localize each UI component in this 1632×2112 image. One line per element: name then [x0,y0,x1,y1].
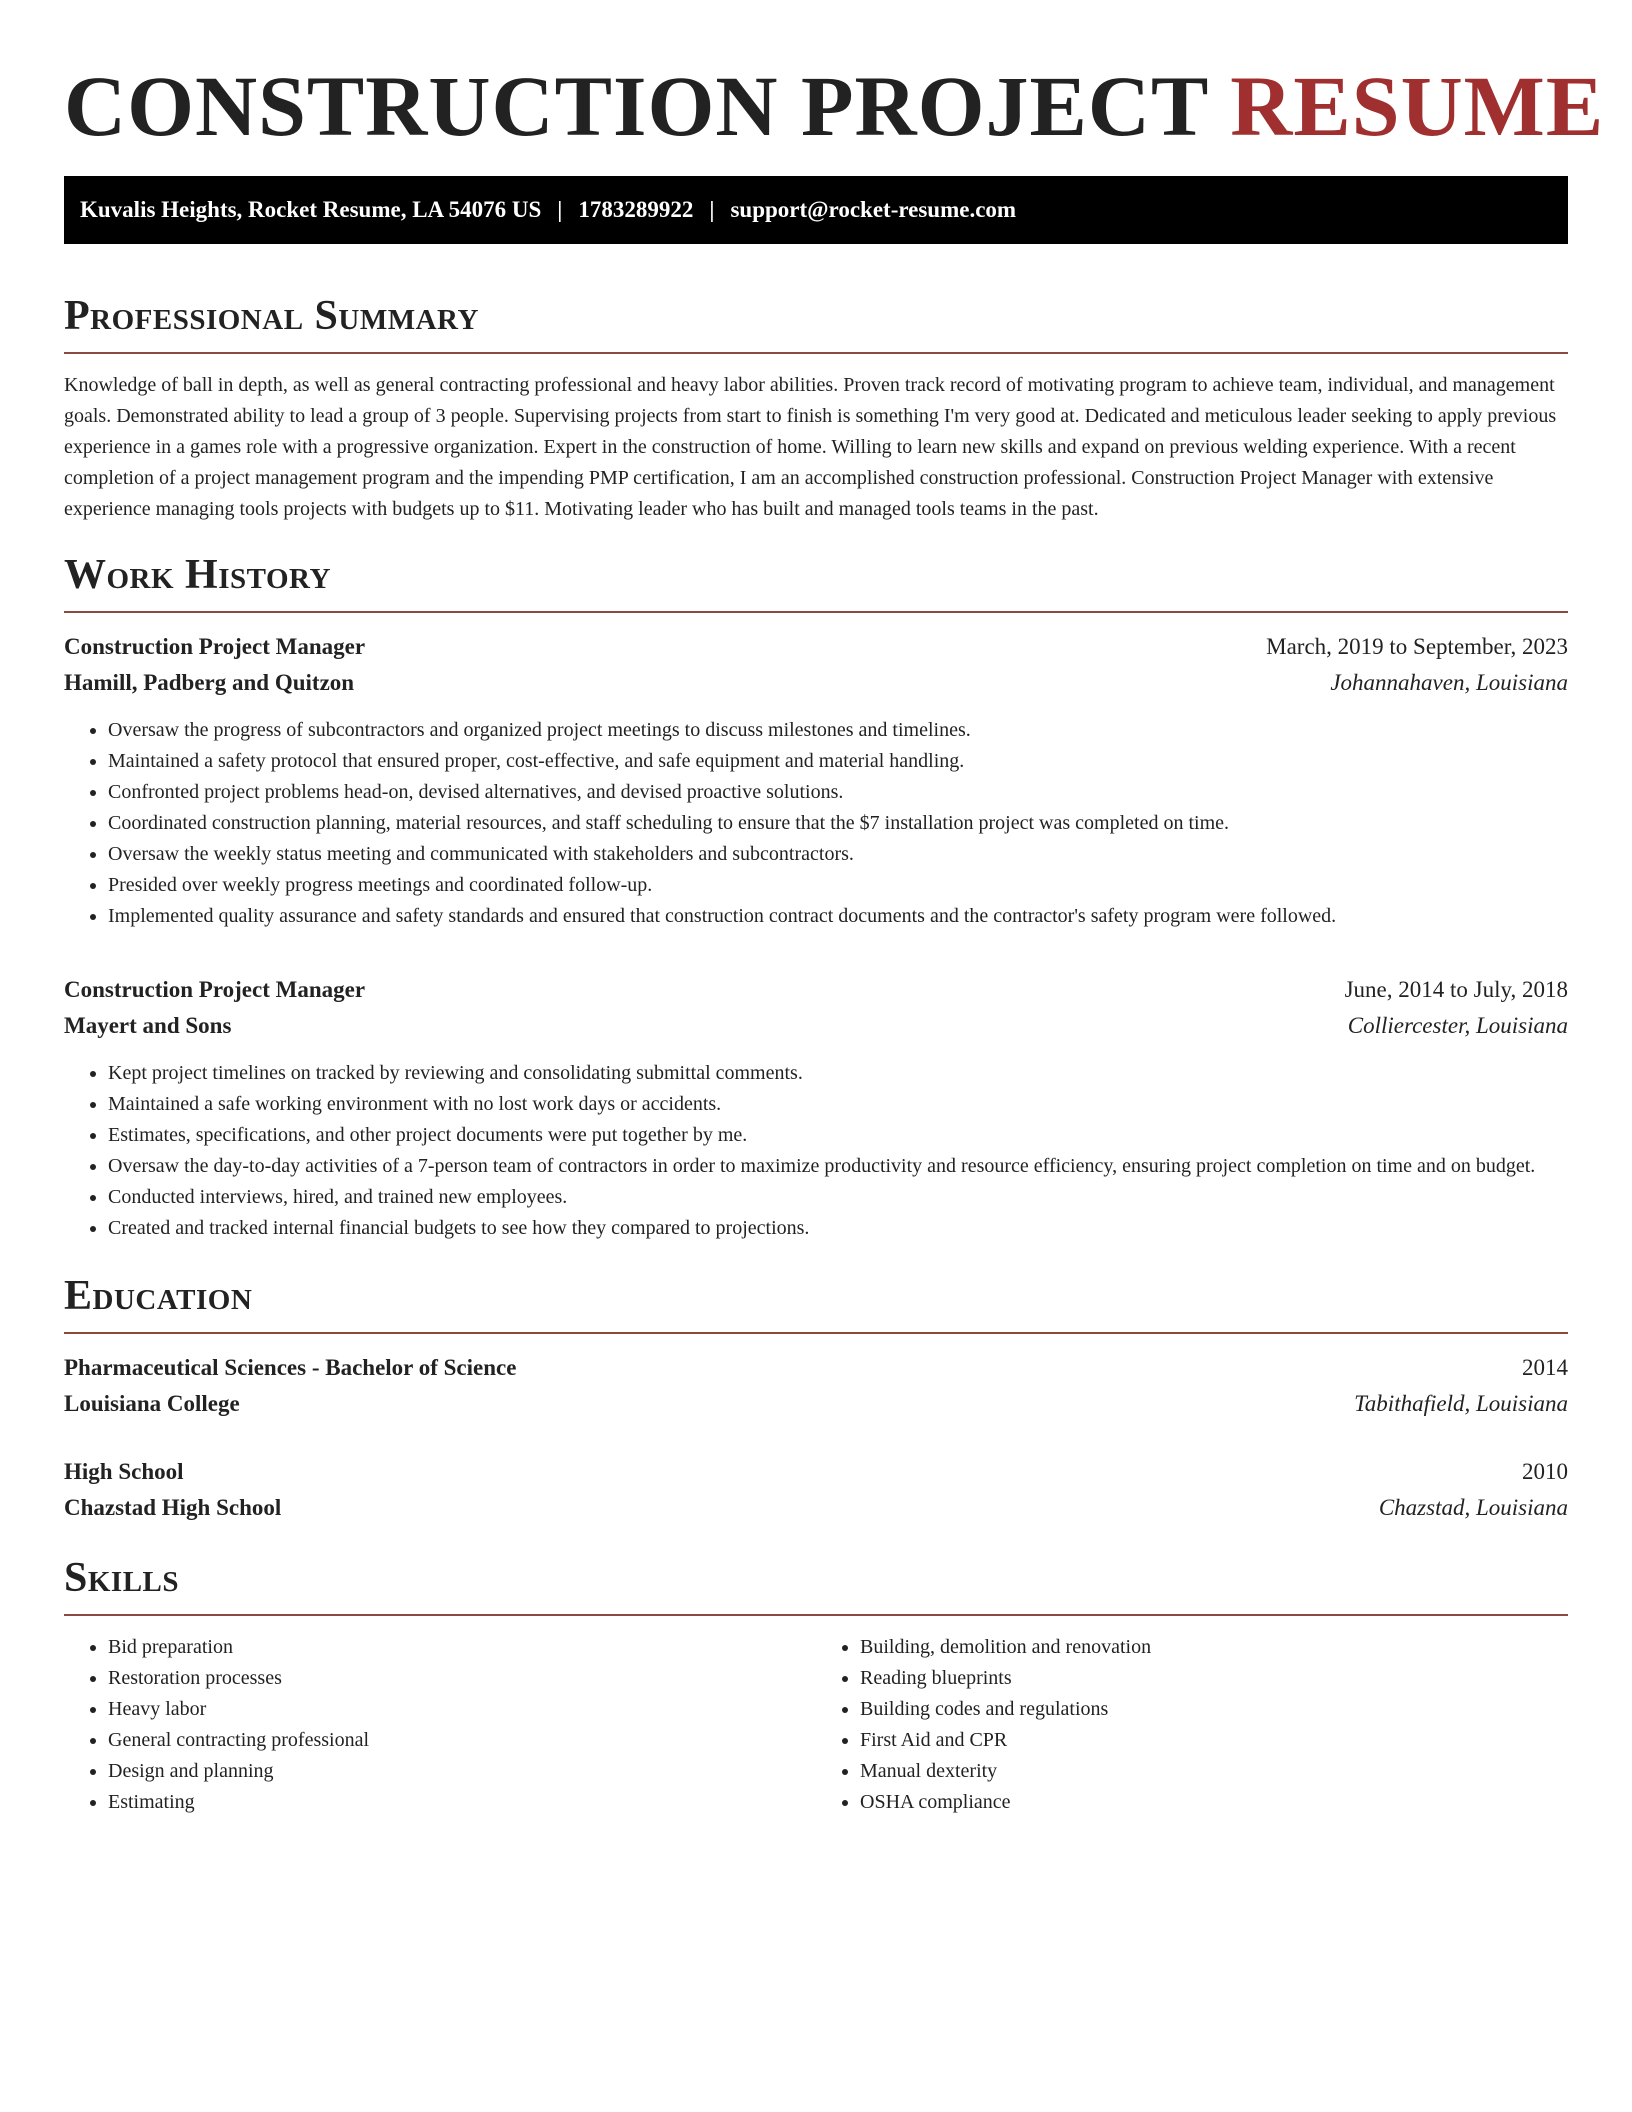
section-divider [64,1614,1568,1616]
job-dates: March, 2019 to September, 2023 [1266,634,1568,659]
skill-item: • Estimating [108,1787,816,1818]
job-bullet: • Oversaw the weekly status meeting and communicated with stakeholders and subcontractors. [108,839,1568,870]
job-bullets [64,1058,1568,1244]
education-location: Tabithafield, Louisiana [1354,1391,1568,1416]
summary-heading: Professional Summary [64,293,479,339]
title-accent: RESUME [1230,58,1605,154]
contact-address: Kuvalis Heights, Rocket Resume, LA 54076 US [80,197,542,222]
job-bullet: • Oversaw the progress of subcontractors and organized project meetings to discuss milestones and timelines. [108,715,1568,746]
job-bullet: • Estimates, specifications, and other project documents were put together by me. [108,1120,1568,1151]
skill-item: • Bid preparation [108,1632,816,1663]
job-entry [64,629,1568,932]
job-bullet: • Created and tracked internal financial budgets to see how they compared to projections. [108,1213,1568,1244]
job-title: Construction Project Manager [64,634,366,659]
education-school-row [64,1386,1568,1422]
work-history-heading: Work History [64,552,331,598]
contact-separator: | [557,197,563,222]
job-company-row [64,665,1568,701]
job-location: Johannahaven, Louisiana [1330,670,1568,695]
job-location: Colliercester, Louisiana [1347,1013,1568,1038]
job-title: Construction Project Manager [64,977,366,1002]
skill-item: • Restoration processes [108,1663,816,1694]
education-year: 2010 [1522,1459,1568,1484]
education-school: Louisiana College [64,1391,240,1416]
job-company: Mayert and Sons [64,1013,232,1038]
work-history-section [64,547,1568,1244]
skill-item: • First Aid and CPR [860,1725,1568,1756]
job-bullet: • Maintained a safe working environment with no lost work days or accidents. [108,1089,1568,1120]
skills-section [64,1550,1568,1818]
education-heading: Education [64,1273,253,1319]
skill-item: • Building, demolition and renovation [860,1632,1568,1663]
job-bullet: • Kept project timelines on tracked by reviewing and consolidating submittal comments. [108,1058,1568,1089]
resume-title [64,56,1605,156]
skill-item: • Manual dexterity [860,1756,1568,1787]
skills-heading: Skills [64,1555,180,1601]
skill-item: • Design and planning [108,1756,816,1787]
skill-item: • Reading blueprints [860,1663,1568,1694]
job-bullet: • Maintained a safety protocol that ensured proper, cost-effective, and safe equipment and material handling. [108,746,1568,777]
section-divider [64,611,1568,613]
title-main: CONSTRUCTION PROJECT [64,58,1208,154]
job-bullet: • Coordinated construction planning, material resources, and staff scheduling to ensure that the $7 installation project was completed on time. [108,808,1568,839]
job-bullet: • Confronted project problems head-on, devised alternatives, and devised proactive solutions. [108,777,1568,808]
job-bullet: • Conducted interviews, hired, and trained new employees. [108,1182,1568,1213]
section-divider [64,1332,1568,1334]
education-entry [64,1454,1568,1526]
skills-column-left [64,1632,816,1818]
job-entry [64,972,1568,1244]
skill-item: • General contracting professional [108,1725,816,1756]
job-header-row [64,629,1568,665]
skill-item: • OSHA compliance [860,1787,1568,1818]
contact-phone: 1783289922 [578,197,694,222]
education-degree: Pharmaceutical Sciences - Bachelor of Science [64,1355,517,1380]
skills-column-right [816,1632,1568,1818]
education-entry [64,1350,1568,1422]
contact-separator: | [709,197,715,222]
job-bullets [64,715,1568,932]
education-location: Chazstad, Louisiana [1378,1495,1568,1520]
skill-item: • Building codes and regulations [860,1694,1568,1725]
job-dates: June, 2014 to July, 2018 [1344,977,1568,1002]
skills-grid [64,1632,1568,1818]
job-bullet: • Implemented quality assurance and safety standards and ensured that construction contract documents and the contractor's safety program were followed. [108,901,1568,932]
job-bullet: • Presided over weekly progress meetings and coordinated follow-up. [108,870,1568,901]
education-degree: High School [64,1459,184,1484]
section-divider [64,352,1568,354]
job-header-row [64,972,1568,1008]
education-year: 2014 [1522,1355,1568,1380]
education-section [64,1268,1568,1526]
education-header-row [64,1454,1568,1490]
education-header-row [64,1350,1568,1386]
education-school: Chazstad High School [64,1495,282,1520]
contact-bar [64,176,1568,244]
education-school-row [64,1490,1568,1526]
summary-section [64,288,1568,525]
job-bullet: • Oversaw the day-to-day activities of a 7-person team of contractors in order to maximize productivity and resource efficiency, ensuring project completion on time and on budget. [108,1151,1568,1182]
skill-item: • Heavy labor [108,1694,816,1725]
job-company-row [64,1008,1568,1044]
contact-email: support@rocket-resume.com [730,197,1017,222]
job-company: Hamill, Padberg and Quitzon [64,670,355,695]
summary-text: Knowledge of ball in depth, as well as general contracting professional and heavy labor abilities. Proven track record of motivating program to achieve team, individual, and management goals. Demonstrated ability to lead a group of 3 people. Supervising projects from start to finish is something I'm very good at. Dedicated and meticulous leader seeking to apply previous experience in a games role with a progressive organization. Expert in the construction of home. Willing to learn new skills and expand on previous welding experience. With a recent completion of a project management program and the impending PMP certification, I am an accomplished construction professional. Construction Project Manager with extensive experience managing tools projects with budgets up to $11. Motivating leader who has built and managed tools teams in the past. [64,374,1557,520]
